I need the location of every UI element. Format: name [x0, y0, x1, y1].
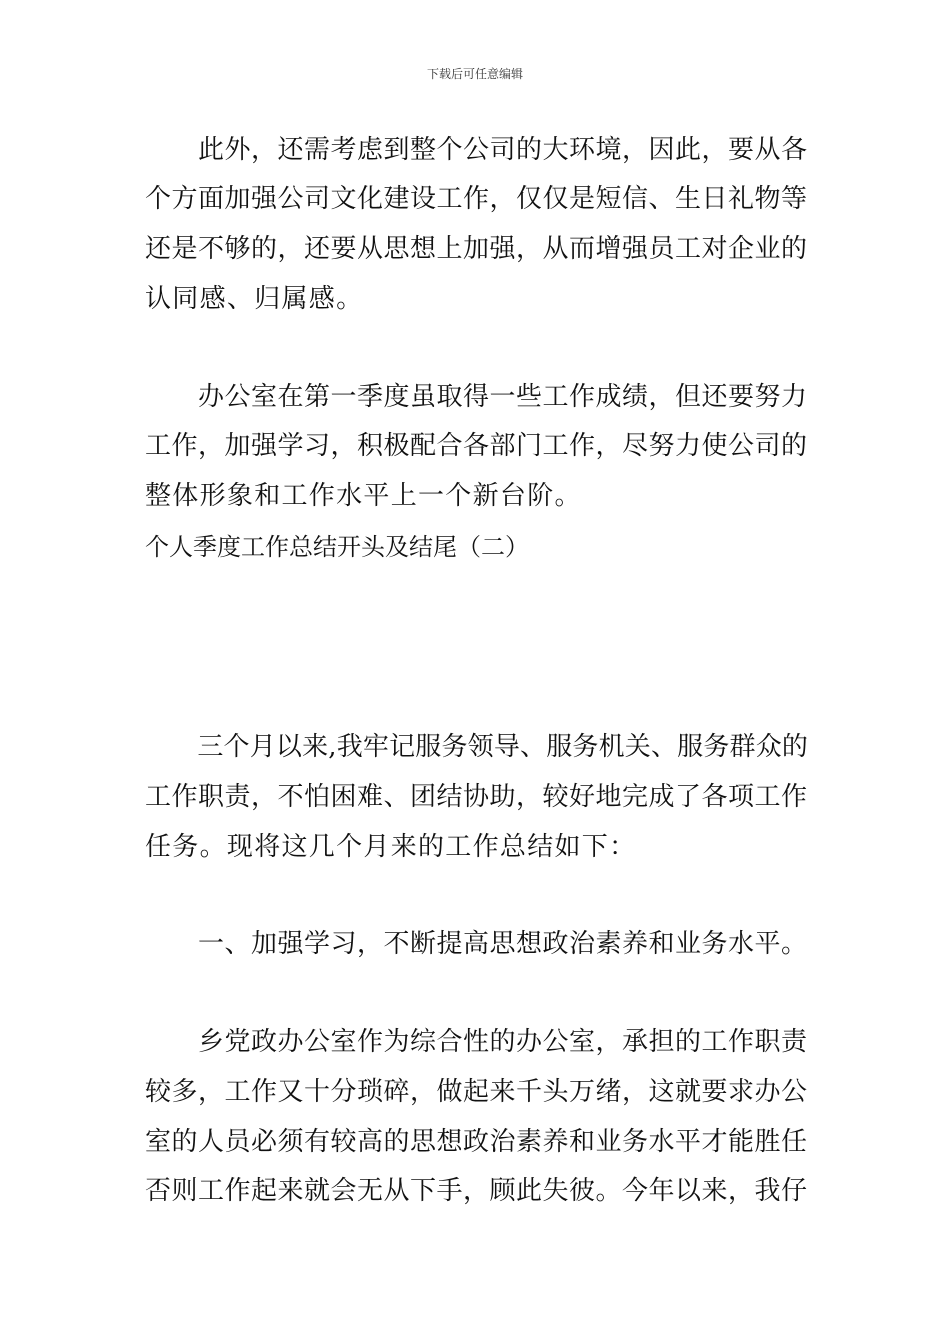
paragraph-line: 室的人员必须有较高的思想政治素养和业务水平才能胜任	[145, 1127, 808, 1157]
page-header-note: 下载后可任意编辑	[426, 67, 523, 81]
paragraph-line: 乡党政办公室作为综合性的办公室，承担的工作职责	[145, 1027, 808, 1057]
paragraph-line: 工作职责，不怕困难、团结协助，较好地完成了各项工作	[145, 782, 808, 812]
paragraph-line: 办公室在第一季度虽取得一些工作成绩，但还要努力	[145, 382, 808, 412]
paragraph-line: 认同感、归属感。	[145, 284, 364, 314]
paragraph-line: 还是不够的，还要从思想上加强，从而增强员工对企业的	[145, 234, 808, 264]
section-title: 个人季度工作总结开头及结尾（二）	[145, 533, 529, 561]
paragraph-line: 工作，加强学习，积极配合各部门工作，尽努力使公司的	[145, 431, 808, 461]
paragraph-line: 此外，还需考虑到整个公司的大环境，因此，要从各	[145, 135, 808, 165]
paragraph-line: 较多，工作又十分琐碎，做起来千头万绪，这就要求办公	[145, 1077, 808, 1107]
paragraph-line: 一、加强学习，不断提高思想政治素养和业务水平。	[145, 929, 808, 959]
paragraph-line: 三个月以来,我牢记服务领导、服务机关、服务群众的	[145, 732, 809, 762]
paragraph-line: 否则工作起来就会无从下手，顾此失彼。今年以来，我仔	[145, 1176, 808, 1206]
paragraph-line: 任务。现将这几个月来的工作总结如下：	[145, 832, 637, 862]
paragraph-line: 整体形象和工作水平上一个新台阶。	[145, 481, 582, 511]
paragraph-line: 个方面加强公司文化建设工作，仅仅是短信、生日礼物等	[145, 184, 808, 214]
